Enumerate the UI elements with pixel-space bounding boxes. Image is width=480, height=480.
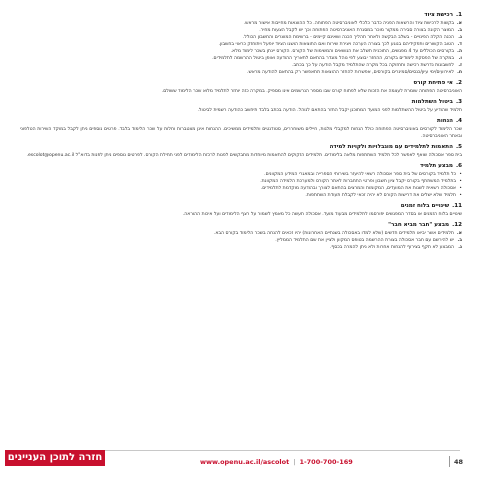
phone-number[interactable]: 1-700-700-169 (299, 458, 353, 466)
list-item-text: בתלמיד המשתתף בקורס יקבל ציון חשבון ופרטי התחברות לאתר הקורס ולמערכת הלמידה המקוונת. (260, 179, 456, 184)
list-item (20, 185, 462, 192)
section-course-cancel (20, 80, 462, 96)
section-text: בית ספר אסכולה שואף לאפשר לכל תלמיד השתתפות מלאה בלימודים. תלמידים הזקוקים להתאמות מיוחדות מתבקשים לפנות לרכזת הלימודים לפני תחילת הקורס. לפרטים נוספים ניתן לפנות בדוא"ל escolot@openu.ac.il. (26, 153, 462, 158)
section-number: 5. (455, 143, 462, 150)
section-discounts (20, 118, 462, 141)
list-item (20, 48, 462, 55)
section-title: שינויים בלוח זמנים (400, 202, 450, 209)
section-number: 11. (452, 202, 462, 209)
list-item (20, 171, 462, 178)
section-schedule-changes (20, 203, 462, 219)
list-item-text: המוצר הקונה בצורה סבירה ממקור מוכר במסגרת האוניברסיטה הפתוחה וכך יש לקבל הצעות מחיר. (259, 28, 454, 33)
section-title: ביטול השתלמות (411, 98, 453, 105)
list-item (20, 34, 462, 41)
section-equipment (20, 12, 462, 77)
list-item-text: תלמידים אשר יביאו תלמידים חדשים (שלא למדו באסכולה בשנתיים האחרונות) יהיו זכאים להנחה בשכר הלימוד בקורס הבא. (213, 231, 454, 236)
document-body (20, 8, 462, 448)
bullet-icon: • (459, 186, 462, 191)
section-title: מבצע "חבר מביא חבר" (388, 221, 450, 228)
list-item-text: בקורסים הכוללים עד 4 מפגשים, התוכנית תשלב את הנושאים והמשימות של הקורס. הקורס יינתן בשכר לימוד מלא. (230, 49, 454, 54)
list-item (20, 41, 462, 48)
list-item-text: בקשות לרכישת ציוד והרשאות הפניה כדבר כלכלי לאוניברסיטה הפתוחה. כל ההוצאות מחייבות אישור מראש. (243, 21, 454, 26)
list-marker: ז. (458, 63, 462, 68)
website-link[interactable]: www.openu.ac.il/ascolot (200, 458, 290, 466)
section-number: 4. (455, 117, 462, 124)
list-item (20, 192, 462, 199)
section-list (20, 171, 462, 199)
section-number: 6. (455, 162, 462, 169)
page-number: 48 (454, 458, 464, 466)
bullet-icon: • (459, 172, 462, 177)
section-accessibility (20, 144, 462, 160)
section-text: תלמיד שהודיע על ביטול ההשתלמות לפני המועד המתוכנן יקבל החזר בהתאם לנוהל. הודעה בכתב בלבד תיחשב כהודעה רשמית לביטול. (197, 108, 462, 113)
section-title: רכישת ציוד (424, 11, 453, 18)
section-text: האוניברסיטה הפתוחה שומרת לעצמה את הזכות שלא לפתוח קורס שבו מספר הנרשמים אינו מספיק. במקרה כזה יוחזר לתלמיד מלוא שכר הלימוד ששולם. (161, 89, 462, 94)
list-marker: ה. (457, 49, 462, 54)
footer-contact (200, 458, 353, 466)
list-item (20, 69, 462, 76)
list-marker: ג. (458, 35, 462, 40)
list-item-text: המבצע לא תקף בצירוף להנחות אחרות ולא ניתן להמרה בכסף. (329, 245, 454, 250)
back-to-contents-button[interactable]: חזרה לתוכן העניינים (5, 450, 105, 466)
list-marker: ב. (457, 238, 462, 243)
section-text: שכר הלימוד לקורסים באוניברסיטה הפתוחה כולל הנחות למקבלי מלגות, חיילים משוחררים, סטודנטים ותלמידים ממשיכים. ההנחות אינן מצטברות וחלות על שכר הלימוד בלבד. פרטים נוספים ניתן לקבל במוקד השירות הטלפוני ובאתר האוניברסיטה. (20, 127, 462, 139)
list-marker: א. (456, 231, 462, 236)
list-item (20, 20, 462, 27)
bullet-icon: • (459, 179, 462, 184)
list-marker: א. (456, 21, 462, 26)
list-item-text: הכנה הקלה הפינויים - בשלב הבקשה ולאחר תהליך הכנה ושאינם קיימים - ברשימת המוצרים והחשבון הכולל. (242, 35, 454, 40)
list-item (20, 27, 462, 34)
list-item-text: הטוב הקשורים ותפקידיהם בנוגע לכך בצורה הערכה ויצירת שירות ואם התוצאות הושגו הציוד יופעל ויתוחזק כראוי בחשבון. (218, 42, 454, 47)
list-item (20, 244, 462, 251)
list-marker: ב. (457, 28, 462, 33)
list-marker: ד. (457, 42, 462, 47)
list-item-text: לחשבונות נדרשת רכישה ותחזוקה בכל מקרה שהתלמיד מקבל הודעה על כך בכתב. (292, 63, 454, 68)
page-number-divider (449, 456, 450, 467)
section-number: 2. (455, 79, 462, 86)
list-item (20, 178, 462, 185)
bullet-icon: • (459, 193, 462, 198)
section-title: הנחות (437, 117, 453, 124)
list-marker: ח. (457, 70, 462, 75)
section-referral (20, 222, 462, 252)
list-item-text: כל תלמיד בקורסים של בית ספר אסכולה רשאי להיעזר בשירותי הספרייה ובמאגרי המידע המקוונים. (264, 172, 456, 177)
list-item (20, 230, 462, 237)
section-number: 12. (452, 221, 462, 228)
section-title: מבצע תלמיד (419, 162, 453, 169)
list-item (20, 237, 462, 244)
list-item-text: תלמיד שלא ישלים את דרישות הקורס לא יהיה זכאי לקבלת תעודת השתתפות. (305, 193, 456, 198)
section-title: התאמות לתלמידים עם מוגבלויות ולקויות למידה (329, 143, 453, 150)
section-number: 3. (455, 98, 462, 105)
section-list (20, 20, 462, 76)
section-training-cancel (20, 99, 462, 115)
list-item-text: יש להירשם עם חבר אסכולה בצורת ההרשמה בטופס המקוון ולציין את שם התלמיד הממליץ. (275, 238, 454, 243)
list-item-text: במקרה של הפסקת לימודים בקורס, ההחזר יבוצע לפי נוהל מוגדר בהתאם לתאריך ההודעה ואופן ביטול ההרשמה לתלמידים. (212, 56, 454, 61)
section-number: 1. (455, 11, 462, 18)
section-title: אי פתיחת קורס (413, 79, 453, 86)
list-item (20, 55, 462, 62)
footer-separator: | (293, 458, 296, 466)
section-student-offer (20, 163, 462, 200)
list-marker: ו. (458, 56, 462, 61)
section-list (20, 230, 462, 251)
list-item-text: לאירועים/ימי עיון/כנסים/סמינרים בקורסים, אפשרות להחזר ההוצאות תתאפשר רק בהתאם להודעה מראש. (247, 70, 454, 75)
section-text: שינויים בלוח הזמנים או בסדר המפגשים יפורסמו לתלמידים מבעוד מועד. אסכולה תעשה כל מאמץ לשמור על רצף הלימודים ועל איכות ההוראה. (182, 212, 462, 217)
list-item-text: אסכולה רשאית לשנות את המועדים, המקומות והמרצים בהתאם לצורך ובהודעה מוקדמת לתלמידים. (260, 186, 456, 191)
list-marker: ג. (458, 245, 462, 250)
list-item (20, 62, 462, 69)
